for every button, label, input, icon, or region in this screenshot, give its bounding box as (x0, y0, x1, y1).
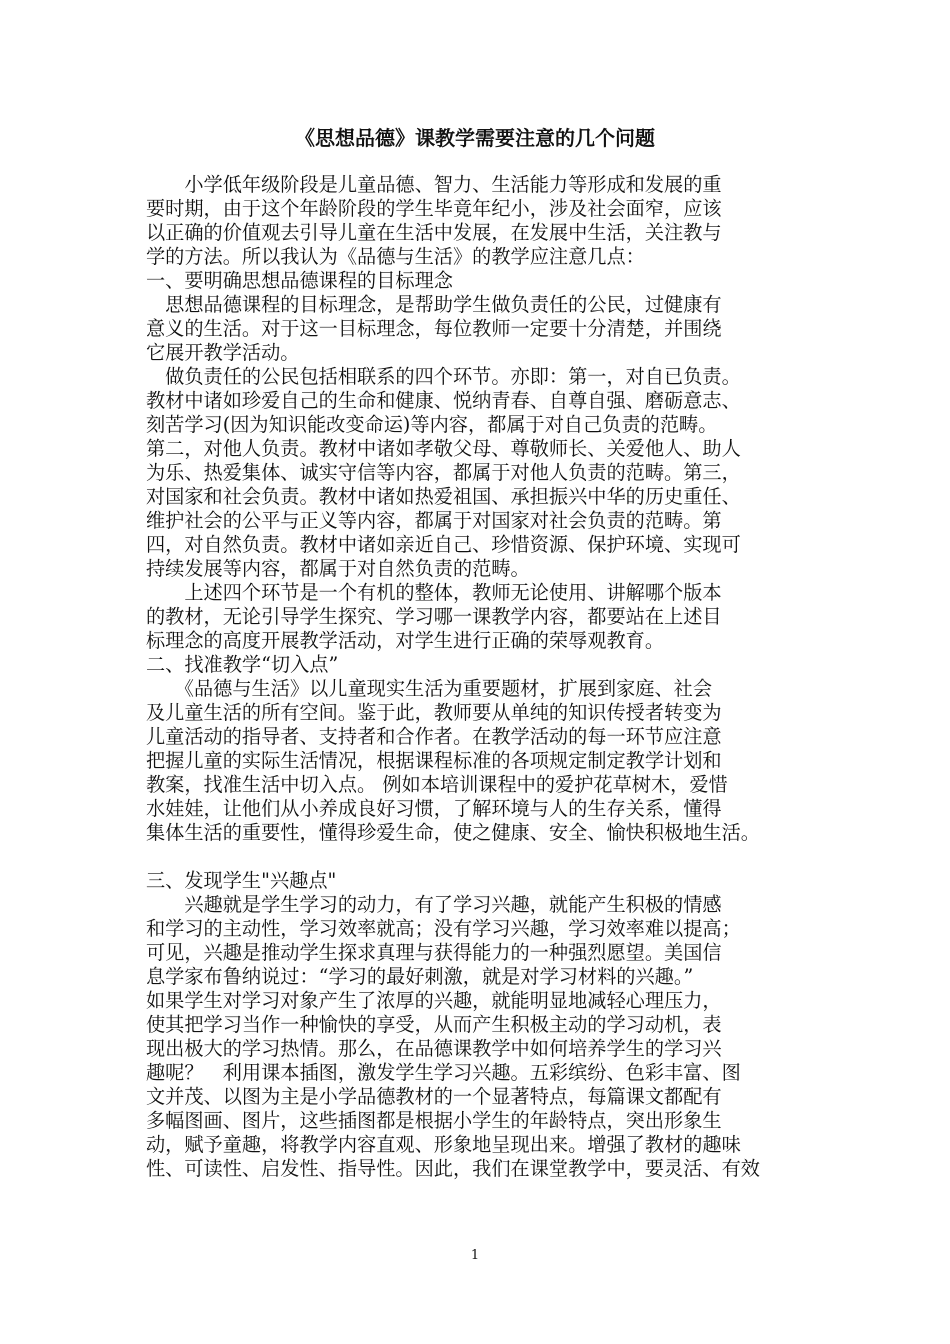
text-line: 儿童活动的指导者、支持者和合作者。在教学活动的每一环节应注意 (146, 725, 722, 748)
document-title: 《思想品德》课教学需要注意的几个问题 (295, 126, 655, 150)
text-line: 水娃娃，让他们从小养成良好习惯，了解环境与人的生存关系，懂得 (146, 797, 722, 820)
section-heading: 三、发现学生"兴趣点" (146, 869, 337, 892)
text-line: 四，对自然负责。教材中诸如亲近自己、珍惜资源、保护环境、实现可 (146, 533, 741, 556)
text-line: 要时期，由于这个年龄阶段的学生毕竟年纪小，涉及社会面窄，应该 (146, 197, 722, 220)
text-line: 刻苦学习(因为知识能改变命运)等内容，都属于对自己负责的范畴。 (146, 413, 718, 436)
text-line: 集体生活的重要性，懂得珍爱生命，使之健康、安全、愉快积极地生活。 (146, 821, 760, 844)
text-line: 趣呢？ 利用课本插图，激发学生学习兴趣。五彩缤纷、色彩丰富、图 (146, 1061, 741, 1084)
text-line: 思想品德课程的目标理念，是帮助学生做负责任的公民，过健康有 (146, 293, 722, 316)
text-line: 和学习的主动性，学习效率就高；没有学习兴趣，学习效率难以提高； (146, 917, 741, 940)
text-line: 为乐、热爱集体、诚实守信等内容，都属于对他人负责的范畴。第三， (146, 461, 741, 484)
text-line: 持续发展等内容，都属于对自然负责的范畴。 (146, 557, 530, 580)
text-line: 如果学生对学习对象产生了浓厚的兴趣，就能明显地减轻心理压力， (146, 989, 722, 1012)
text-line: 现出极大的学习热情。那么，在品德课教学中如何培养学生的学习兴 (146, 1037, 722, 1060)
text-line: 兴趣就是学生学习的动力，有了学习兴趣，就能产生积极的情感 (146, 893, 722, 916)
page-number: 1 (470, 1248, 480, 1263)
text-line: 做负责任的公民包括相联系的四个环节。亦即：第一，对自已负责。 (146, 365, 741, 388)
text-line: 上述四个环节是一个有机的整体，教师无论使用、讲解哪个版本 (146, 581, 722, 604)
section-heading: 一、要明确思想品德课程的目标理念 (146, 269, 453, 292)
text-line: 维护社会的公平与正义等内容，都属于对国家对社会负责的范畴。第 (146, 509, 722, 532)
text-line: 教材中诸如珍爱自己的生命和健康、悦纳青春、自尊自强、磨砺意志、 (146, 389, 741, 412)
text-line: 的教材，无论引导学生探究、学习哪一课教学内容，都要站在上述目 (146, 605, 722, 628)
section-heading: 二、找准教学“切入点” (146, 653, 339, 676)
text-line: 标理念的高度开展教学活动，对学生进行正确的荣辱观教育。 (146, 629, 665, 652)
text-line: 多幅图画、图片，这些插图都是根据小学生的年龄特点，突出形象生 (146, 1109, 722, 1132)
text-line: 第二，对他人负责。教材中诸如孝敬父母、尊敬师长、关爱他人、助人 (146, 437, 741, 460)
text-line: 使其把学习当作一种愉快的享受，从而产生积极主动的学习动机，表 (146, 1013, 722, 1036)
text-line: 对国家和社会负责。教材中诸如热爱祖国、承担振兴中华的历史重任、 (146, 485, 741, 508)
text-line: 文并茂、以图为主是小学品德教材的一个显著特点，每篇课文都配有 (146, 1085, 722, 1108)
text-line: 《品德与生活》以儿童现实生活为重要题材，扩展到家庭、社会 (146, 677, 713, 700)
text-line: 把握儿童的实际生活情况，根据课程标准的各项规定制定教学计划和 (146, 749, 722, 772)
text-line: 学的方法。所以我认为《品德与生活》的教学应注意几点： (146, 245, 645, 268)
text-line: 及儿童生活的所有空间。鉴于此，教师要从单纯的知识传授者转变为 (146, 701, 722, 724)
text-line: 小学低年级阶段是儿童品德、智力、生活能力等形成和发展的重 (146, 173, 722, 196)
text-line: 动，赋予童趣，将教学内容直观、形象地呈现出来。增强了教材的趣味 (146, 1133, 741, 1156)
text-line: 以正确的价值观去引导儿童在生活中发展，在发展中生活，关注教与 (146, 221, 722, 244)
text-line: 它展开教学活动。 (146, 341, 300, 364)
text-line: 性、可读性、启发性、指导性。因此，我们在课堂教学中，要灵活、有效 (146, 1157, 760, 1180)
text-line: 教案，找准生活中切入点。 例如本培训课程中的爱护花草树木，爱惜 (146, 773, 728, 796)
text-line: 意义的生活。对于这一目标理念，每位教师一定要十分清楚，并围绕 (146, 317, 722, 340)
text-line: 可见，兴趣是推动学生探求真理与获得能力的一种强烈愿望。美国信 (146, 941, 722, 964)
text-line: 息学家布鲁纳说过：“学习的最好刺激，就是对学习材料的兴趣。” (146, 965, 694, 988)
